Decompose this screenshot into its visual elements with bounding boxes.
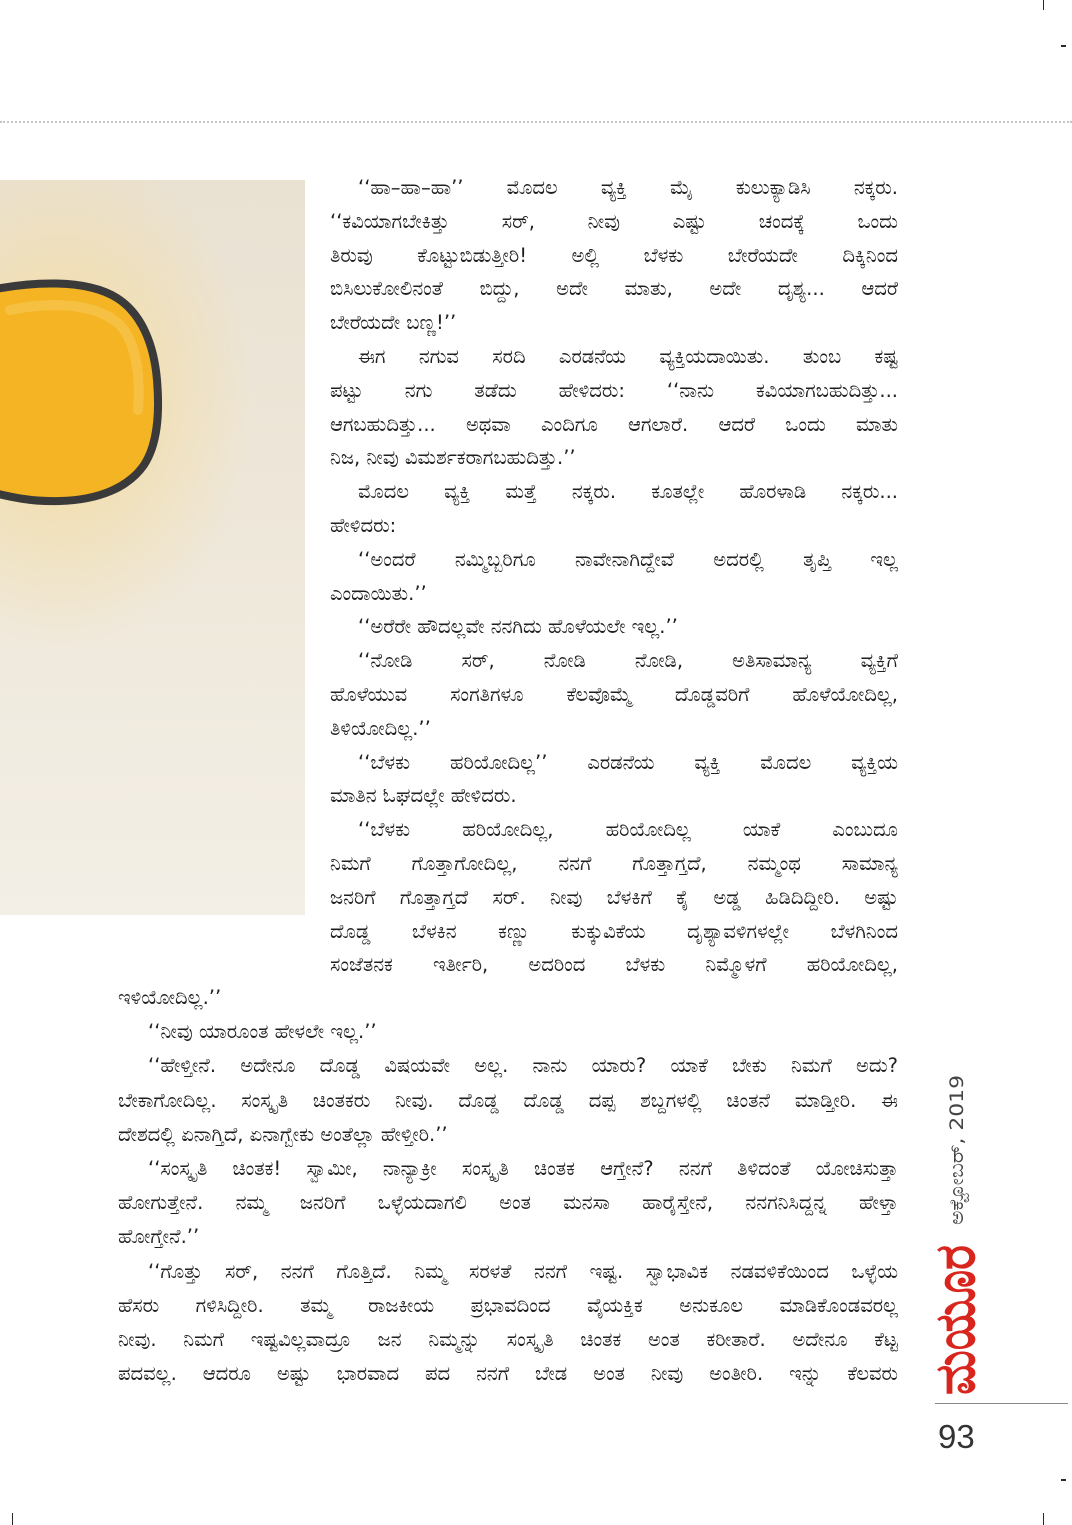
masthead-sidebar	[920, 1060, 1060, 1402]
text-line: ಹೇಳಿದರು:	[330, 513, 397, 537]
page-number-rule	[935, 1403, 1068, 1404]
text-line: ‘‘ಹಾ–ಹಾ–ಹಾ’’ ಮೊದಲ ವ್ಯಕ್ತಿ ಮೈ ಕುಲುಕ್ಯಾಡಿಸಿ ನಕ್ಕರು.	[358, 176, 898, 199]
text-line: ‘‘ನೋಡಿ ಸರ್, ನೋಡಿ ನೋಡಿ, ಅತಿಸಾಮಾನ್ಯ ವ್ಯಕ್ತಿಗೆ	[358, 649, 898, 673]
text-line: ತಿಳಿಯೋದಿಲ್ಲ.’’	[330, 716, 431, 740]
text-line: ನಿಜ, ನೀವು ವಿಮರ್ಶಕರಾಗಬಹುದಿತ್ತು.’’	[330, 446, 576, 470]
text-line: ಬಿಸಿಲುಕೋಲಿನಂತೆ ಬಿದ್ದು, ಅದೇ ಮಾತು, ಅದೇ ದೃಶ್ಯ... ಆದರೆ	[330, 277, 898, 301]
text-line: ನಿಮಗೆ ಗೊತ್ತಾಗೋದಿಲ್ಲ, ನನಗೆ ಗೊತ್ತಾಗ್ತದೆ, ನಮ್ಮಂಥ ಸಾಮಾನ್ಯ	[330, 851, 898, 875]
story-illustration	[0, 180, 305, 915]
text-line: ದೇಶದಲ್ಲಿ ಏನಾಗ್ತಿದೆ, ಏನಾಗ್ಬೇಕು ಅಂತೆಲ್ಲಾ ಹೇಳ್ತೀರಿ.’’	[118, 1122, 448, 1146]
text-line: ಇಳಿಯೋದಿಲ್ಲ.’’	[118, 986, 222, 1009]
text-line: ಬೇಕಾಗೋದಿಲ್ಲ. ಸಂಸ್ಕೃತಿ ಚಿಂತಕರು ನೀವು. ದೊಡ್ಡ ದೊಡ್ಡ ದಪ್ಪ ಶಬ್ದಗಳಲ್ಲಿ ಚಿಂತನೆ ಮಾಡ್ತೀರಿ. ಈ	[118, 1088, 898, 1112]
text-line: ‘‘ಅಂದರೆ ನಮ್ಮಿಬ್ಬರಿಗೂ ನಾವೇನಾಗಿದ್ದೇವೆ ಅದರಲ್ಲಿ ತೃಪ್ತಿ ಇಲ್ಲ	[358, 547, 898, 571]
paragraph	[118, 981, 898, 1015]
text-line: ಆಗಬಹುದಿತ್ತು... ಅಥವಾ ಎಂದಿಗೂ ಆಗಲಾರೆ. ಆದರೆ ಒಂದು ಮಾತು	[330, 412, 898, 436]
text-line: ಸಂಜೆತನಕ ಇರ್ತೀರಿ, ಅದರಿಂದ ಬೆಳಕು ನಿಮ್ಮೊಳಗೆ ಹರಿಯೋದಿಲ್ಲ,	[330, 953, 898, 977]
text-line: ಎಂದಾಯಿತು.’’	[330, 581, 427, 605]
text-line: ಹೆಸರು ಗಳಿಸಿದ್ದೀರಿ. ತಮ್ಮ ರಾಜಕೀಯ ಪ್ರಭಾವದಿಂದ ವೈಯಕ್ತಿಕ ಅನುಕೂಲ ಮಾಡಿಕೊಂಡವರಲ್ಲ	[118, 1293, 898, 1317]
paragraph	[330, 340, 898, 475]
text-line: ‘‘ಹೇಳ್ತೀನೆ. ಅದೇನೂ ದೊಡ್ಡ ವಿಷಯವೇ ಅಲ್ಲ. ನಾನು ಯಾರು? ಯಾಕೆ ಬೇಕು ನಿಮಗೆ ಅದು?	[148, 1054, 898, 1078]
paragraph	[118, 1015, 898, 1049]
crop-mark-dash-top	[1061, 45, 1066, 47]
text-line: ‘‘ಗೊತ್ತು ಸರ್, ನನಗೆ ಗೊತ್ತಿದೆ. ನಿಮ್ಮ ಸರಳತೆ ನನಗೆ ಇಷ್ಟ. ಸ್ವಾಭಾವಿಕ ನಡವಳಿಕೆಯಿಂದ ಒಳ್ಳೆಯ	[148, 1259, 898, 1283]
sun-illustration	[0, 180, 305, 915]
paragraph	[330, 813, 898, 982]
text-line: ಪಟ್ಟು ನಗು ತಡೆದು ಹೇಳಿದರು: ‘‘ನಾನು ಕವಿಯಾಗಬಹುದಿತ್ತು...	[330, 378, 898, 402]
text-line: ‘‘ನೀವು ಯಾರೂಂತ ಹೇಳಲೇ ಇಲ್ಲ.’’	[148, 1020, 377, 1044]
text-line: ಈಗ ನಗುವ ಸರದಿ ಎರಡನೆಯ ವ್ಯಕ್ತಿಯದಾಯಿತು. ತುಂಬ ಕಷ್ಟ	[358, 344, 898, 368]
paragraph	[330, 610, 898, 644]
paragraph	[330, 746, 898, 814]
text-line: ‘‘ಅರೆರೇ ಹೌದಲ್ಲವೇ ನನಗಿದು ಹೊಳೆಯಲೇ ಇಲ್ಲ.’’	[358, 615, 678, 639]
crop-mark-top-right	[1043, 0, 1044, 10]
paragraph	[330, 475, 898, 543]
story-wide-column	[118, 981, 898, 1391]
text-line: ‘‘ಕವಿಯಾಗಬೇಕಿತ್ತು ಸರ್, ನೀವು ಎಷ್ಟು ಚಂದಕ್ಕೆ ಒಂದು	[330, 209, 898, 233]
text-line: ನೀವು. ನಿಮಗೆ ಇಷ್ಟವಿಲ್ಲವಾದ್ರೂ ಜನ ನಿಮ್ಮನ್ನು ಸಂಸ್ಕೃತಿ ಚಿಂತಕ ಅಂತ ಕರೀತಾರೆ. ಅದೇನೂ ಕೆಟ್ಟ	[118, 1327, 898, 1351]
issue-date: ಅಕ್ಟೋಬರ್, 2019	[946, 1094, 968, 1225]
paragraph	[118, 1152, 898, 1255]
text-line: ದೊಡ್ಡ ಬೆಳಕಿನ ಕಣ್ಣು ಕುಕ್ಕುವಿಕೆಯ ದೃಶ್ಯಾವಳಿಗಳಲ್ಲೇ ಬೆಳಗಿನಿಂದ	[330, 919, 898, 943]
paragraph	[330, 644, 898, 745]
text-line: ಪದವಲ್ಲ. ಆದರೂ ಅಷ್ಟು ಭಾರವಾದ ಪದ ನನಗೆ ಬೇಡ ಅಂತ ನೀವು ಅಂತೀರಿ. ಇನ್ನು ಕೆಲವರು	[118, 1362, 898, 1386]
crop-mark-dash-bottom	[1061, 1479, 1066, 1481]
dotted-divider	[0, 121, 1072, 123]
paragraph	[330, 543, 898, 611]
text-line: ‘‘ಬೆಳಕು ಹರಿಯೋದಿಲ್ಲ, ಹರಿಯೋದಿಲ್ಲ ಯಾಕೆ ಎಂಬುದೂ	[358, 818, 898, 842]
text-line: ಮಾತಿನ ಓಘದಲ್ಲೇ ಹೇಳಿದರು.	[330, 784, 517, 808]
text-line: ‘‘ಸಂಸ್ಕೃತಿ ಚಿಂತಕ! ಸ್ವಾಮೀ, ನಾನ್ಯಾಕ್ರೀ ಸಂಸ್ಕೃತಿ ಚಿಂತಕ ಆಗ್ತೇನೆ? ನನಗೆ ತಿಳಿದಂತೆ ಯೋಚಿಸುತ್ತಾ	[148, 1156, 898, 1180]
text-line: ಜನರಿಗೆ ಗೊತ್ತಾಗ್ತದೆ ಸರ್. ನೀವು ಬೆಳಕಿಗೆ ಕೈ ಅಡ್ಡ ಹಿಡಿದಿದ್ದೀರಿ. ಅಷ್ಟು	[330, 885, 898, 909]
text-line: ಬೇರೆಯದೇ ಬಣ್ಣ!’’	[330, 311, 457, 335]
paragraph	[118, 1255, 898, 1392]
crop-mark-bottom-right	[1043, 1513, 1044, 1525]
page-number: 93	[938, 1418, 975, 1455]
text-line: ತಿರುವು ಕೊಟ್ಟುಬಿಡುತ್ತೀರಿ! ಅಲ್ಲಿ ಬೆಳಕು ಬೇರೆಯದೇ ದಿಕ್ಕಿನಿಂದ	[330, 243, 898, 267]
text-line: ‘‘ಬೆಳಕು ಹರಿಯೋದಿಲ್ಲ’’ ಎರಡನೆಯ ವ್ಯಕ್ತಿ ಮೊದಲ ವ್ಯಕ್ತಿಯ	[358, 750, 898, 774]
paragraph	[330, 171, 898, 340]
paragraph	[118, 1049, 898, 1152]
text-line: ಹೊಳೆಯುವ ಸಂಗತಿಗಳೂ ಕೆಲವೊಮ್ಮೆ ದೊಡ್ಡವರಿಗೆ ಹೊಳೆಯೋದಿಲ್ಲ,	[330, 682, 898, 706]
text-line: ಹೋಗುತ್ತೇನೆ. ನಮ್ಮ ಜನರಿಗೆ ಒಳ್ಳೆಯದಾಗಲಿ ಅಂತ ಮನಸಾ ಹಾರೈಸ್ತೇನೆ, ನನಗನಿಸಿದ್ದನ್ನ ಹೇಳ್ತಾ	[118, 1191, 898, 1215]
magazine-name: ಮಯೂರ	[923, 1216, 988, 1395]
crop-mark-bottom-left	[12, 1513, 13, 1525]
text-line: ಹೋಗ್ತೇನೆ.’’	[118, 1225, 200, 1249]
text-line: ಮೊದಲ ವ್ಯಕ್ತಿ ಮತ್ತೆ ನಕ್ಕರು. ಕೂತಲ್ಲೇ ಹೊರಳಾಡಿ ನಕ್ಕರು...	[358, 480, 898, 504]
story-narrow-column	[330, 171, 898, 982]
